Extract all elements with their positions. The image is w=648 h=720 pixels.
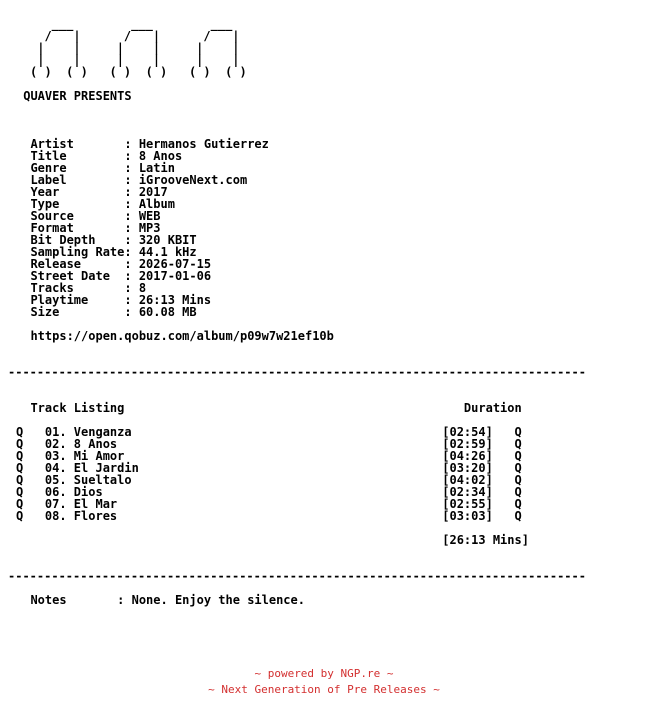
info-value: 8: [138, 281, 147, 295]
quaver-logo-art: ___ ___ ___ / | / | / | | | | | | | | | | | | | ( ) ( ) ( ) ( ) ( ) ( ): [30, 17, 247, 79]
tracklist-header: Track Listing Duration: [16, 401, 522, 415]
info-key: Genre :: [16, 161, 139, 175]
info-key: Format :: [16, 221, 139, 235]
track-row: Q 06. Dios [02:34] Q: [16, 485, 522, 499]
info-key: Size :: [16, 305, 139, 319]
info-row: [16, 306, 586, 318]
footer-tagline: ~ Next Generation of Pre Releases ~: [208, 683, 440, 696]
info-key: Label :: [16, 173, 139, 187]
spacer: [16, 102, 586, 114]
info-value: WEB: [138, 209, 161, 223]
tracklist-total: [26:13 Mins]: [16, 533, 529, 547]
info-key: Release :: [16, 257, 139, 271]
track-row: Q 08. Flores [03:03] Q: [16, 509, 522, 523]
track-row: Q 01. Venganza [02:54] Q: [16, 425, 522, 439]
info-value: Album: [138, 197, 175, 211]
info-key: Tracks :: [16, 281, 139, 295]
album-url-link[interactable]: https://open.qobuz.com/album/p09w7w21ef10b: [16, 329, 334, 343]
track-row: Q 04. El Jardin [03:20] Q: [16, 461, 522, 475]
info-value: 8 Anos: [138, 149, 183, 163]
info-value: 2017-01-06: [138, 269, 212, 283]
info-key: Title :: [16, 149, 139, 163]
info-key: Type :: [16, 197, 139, 211]
spacer: [16, 378, 586, 390]
spacer: [16, 114, 586, 126]
notes-row: Notes : None. Enjoy the silence.: [16, 593, 305, 607]
track-row: Q 02. 8 Anos [02:59] Q: [16, 437, 522, 451]
info-value: 320 KBIT: [138, 233, 197, 247]
info-key: Bit Depth :: [16, 233, 139, 247]
info-value: Hermanos Gutierrez: [138, 137, 269, 151]
spacer: [16, 546, 586, 558]
separator-rule: --------------------------------------------------------------------------------: [8, 569, 586, 583]
track-row: Q 03. Mi Amor [04:26] Q: [16, 449, 522, 463]
info-key: Playtime :: [16, 293, 139, 307]
info-key: Street Date :: [16, 269, 139, 283]
info-value: MP3: [138, 221, 161, 235]
info-value: 2026-07-15: [138, 257, 212, 271]
nfo-document: [8, 17, 586, 607]
info-value: 2017: [138, 185, 168, 199]
info-value: 26:13 Mins: [138, 293, 212, 307]
info-value: iGrooveNext.com: [138, 173, 248, 187]
separator-rule: --------------------------------------------------------------------------------: [8, 365, 586, 379]
info-key: Artist :: [16, 137, 139, 151]
presents-title: QUAVER PRESENTS: [16, 89, 132, 103]
track-row: Q 07. El Mar [02:55] Q: [16, 497, 522, 511]
info-key: Year :: [16, 185, 139, 199]
info-value: 44.1 kHz: [138, 245, 197, 259]
info-key: Source :: [16, 209, 139, 223]
info-key: Sampling Rate:: [16, 245, 139, 259]
info-value: 60.08 MB: [138, 305, 197, 319]
track-row: Q 05. Sueltalo [04:02] Q: [16, 473, 522, 487]
spacer: [16, 342, 586, 354]
info-value: Latin: [138, 161, 175, 175]
footer-powered-by: ~ powered by NGP.re ~: [254, 667, 394, 680]
